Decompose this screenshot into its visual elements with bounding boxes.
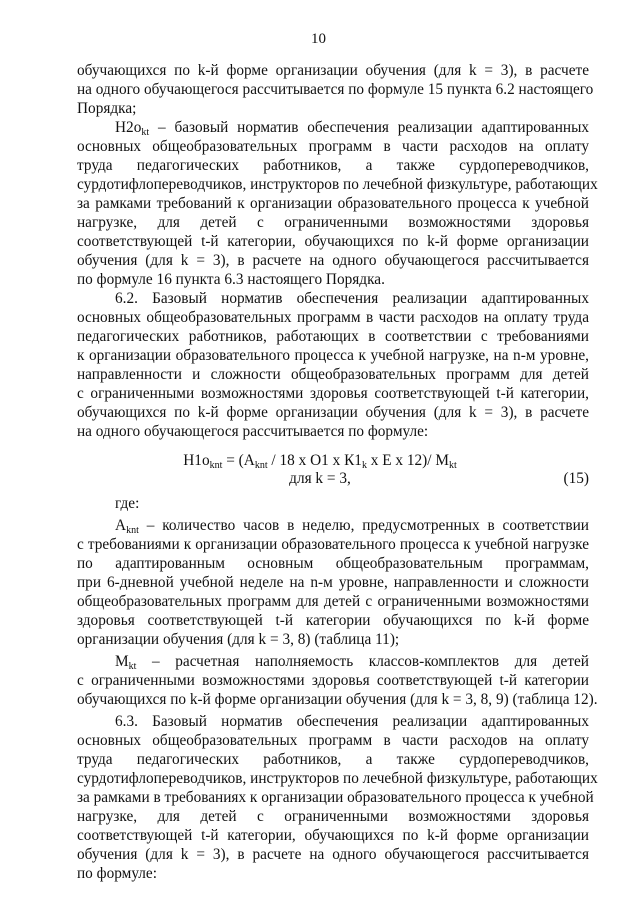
text-line: педагогических работников, работающих в соответствии с требованиями [77, 328, 589, 345]
symbol: М [115, 653, 129, 670]
text-line: по адаптированным основным общеобразовательным программам, [77, 555, 589, 572]
where-label: где: [115, 495, 140, 512]
text-line: направленности и сложности общеобразовательных программ для детей [77, 366, 589, 383]
symbol: А [115, 517, 127, 534]
text-line: на одного обучающегося рассчитывается по формуле: [77, 423, 429, 440]
definition-m-first-line [115, 652, 589, 672]
symbol-subscript: knt [126, 525, 139, 536]
symbol: Н2о [115, 119, 142, 136]
text-line: с ограниченными возможностями здоровья соответствующей t-й категории, [77, 385, 589, 402]
text: – базовый норматив обеспечения реализации адаптированных [149, 119, 589, 136]
text-line: нагрузке, для детей с ограниченными возможностями здоровья [77, 214, 589, 231]
text: – расчетная наполняемость классов-комплектов для детей [136, 653, 589, 670]
text-line: обучающихся по k-й форме организации обучения (для k = 3, 8, 9) (таблица 12). [77, 691, 598, 708]
text-line: с требованиями к организации образовательного процесса к учебной нагрузке [77, 536, 589, 553]
text-line: основных общеобразовательных программ в части расходов на оплату труда [77, 309, 589, 326]
text-line: основных общеобразовательных программ в части расходов на оплату [77, 732, 589, 749]
text-line: сурдотифлопереводчиков, инструкторов по лечебной физкультуре, работающих [77, 770, 598, 787]
text-line: при 6-дневной учебной неделе на n-м уровне, направленности и сложности [77, 574, 589, 591]
text-line: Порядка; [77, 100, 137, 117]
text-line: по формуле: [77, 865, 157, 882]
formula-condition: для k = 3, [289, 470, 351, 487]
text-line: с ограниченными возможностями здоровья соответствующей t-й категории [77, 672, 589, 689]
text-line: организации обучения (для k = 3, 8) (таблица 11); [77, 631, 400, 648]
text-line: соответствующей t-й категории, обучающихся по k-й форме организации [77, 233, 589, 250]
text-line: сурдотифлопереводчиков, инструкторов по лечебной физкультуре, работающих [77, 176, 598, 193]
text-line: общеобразовательных программ для детей с ограниченными возможностями [77, 593, 589, 610]
text-line: по формуле 16 пункта 6.3 настоящего Порядка. [77, 271, 385, 288]
definition-a-first-line [115, 516, 589, 536]
page-number: 10 [311, 31, 326, 47]
text-line: обучения (для k = 3), в расчете на одного обучающегося рассчитывается [77, 846, 589, 863]
text-line: труда педагогических работников, а также сурдопереводчиков, [77, 751, 589, 768]
text-line: к организации образовательного процесса к учебной нагрузке, на n-м уровне, [77, 347, 589, 364]
text-line: обучения (для k = 3), в расчете на одного обучающегося рассчитывается [77, 252, 589, 269]
text-line: нагрузке, для детей с ограниченными возможностями здоровья [77, 808, 589, 825]
text-line: обучающихся по k-й форме организации обучения (для k = 3), в расчете [77, 62, 589, 79]
formula-15: $Н1о_{knt} = (А_{knt} / 18$ х О1 х $К1_k$ х Е х 12)/ $М_{kt}$ [183, 452, 457, 471]
text: – количество часов в неделю, предусмотренных в соответствии [138, 517, 589, 534]
text-line: за рамками в требованиях к организации образовательного процесса к учебной [77, 789, 594, 806]
section-6-2-first-line: 6.2. Базовый норматив обеспечения реализации адаптированных [115, 290, 589, 307]
text-line: за рамками требований к организации образовательного процесса к учебной [77, 195, 589, 212]
symbol-subscript: kt [141, 127, 150, 138]
definition-h2-first-line [115, 118, 589, 138]
text-line: обучающихся по k-й форме организации обучения (для k = 3), в расчете [77, 404, 589, 421]
formula-number: (15) [563, 470, 589, 487]
section-6-3-first-line: 6.3. Базовый норматив обеспечения реализации адаптированных [115, 713, 589, 730]
symbol-subscript: kt [128, 661, 137, 672]
text-line: на одного обучающегося рассчитывается по формуле 15 пункта 6.2 настоящего [77, 81, 594, 98]
text-line: соответствующей t-й категории, обучающихся по k-й форме организации [77, 827, 589, 844]
text-line: труда педагогических работников, а также сурдопереводчиков, [77, 157, 589, 174]
text-line: основных общеобразовательных программ в части расходов на оплату [77, 138, 589, 155]
text-line: здоровья соответствующей t-й категории обучающихся по k-й форме [77, 612, 589, 629]
